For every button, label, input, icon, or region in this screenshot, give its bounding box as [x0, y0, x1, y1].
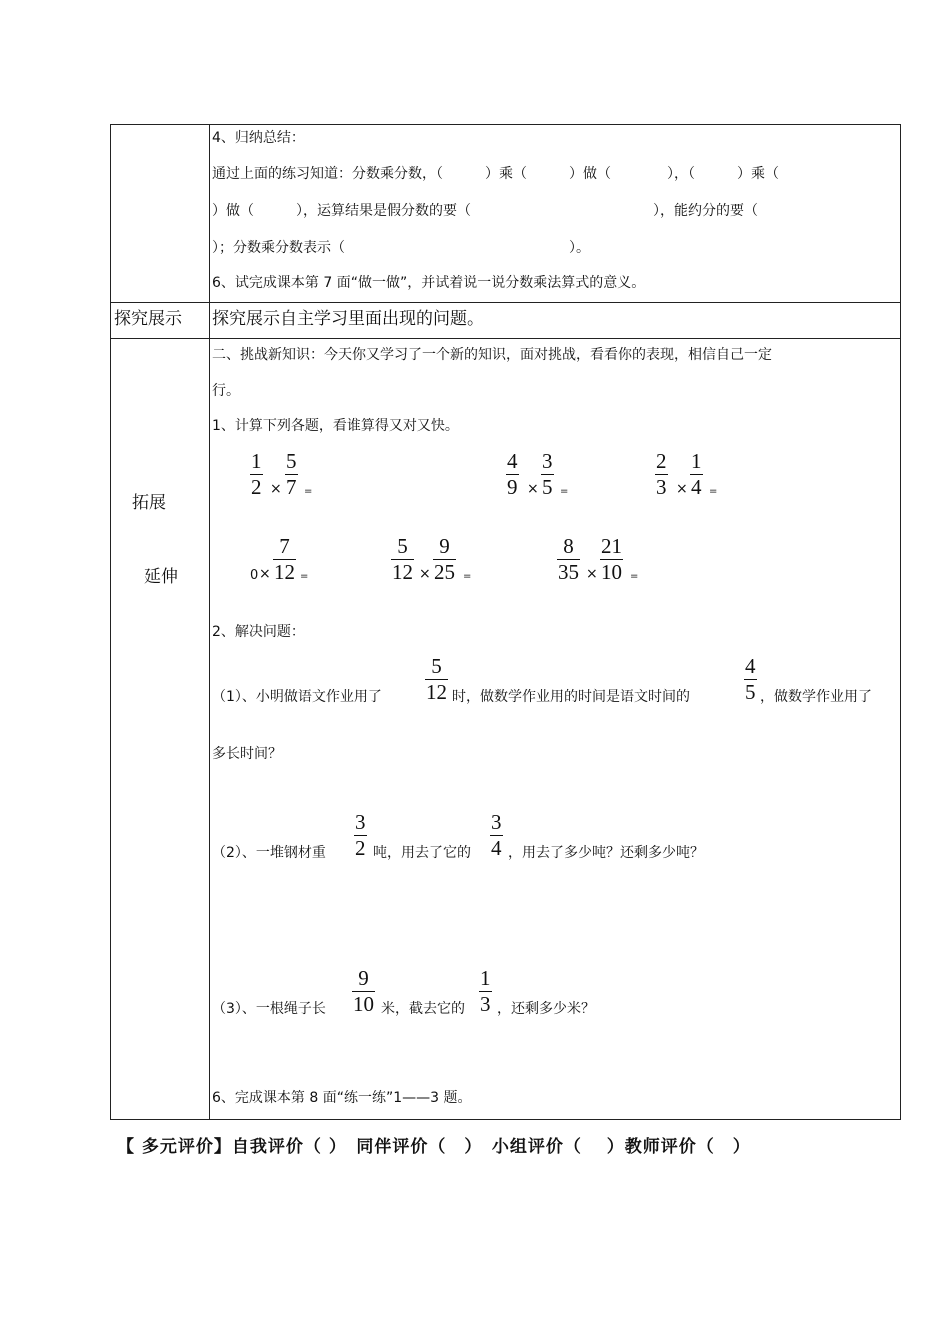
fraction-3-2: $\frac{3}{2}$	[355, 810, 366, 860]
table-top-border	[110, 124, 901, 125]
problem-1-text-d: 多长时间？	[212, 746, 282, 762]
problem-1-text-a: （1）、小明做语文作业用了	[212, 689, 382, 705]
fraction-2-3: $\frac{2}{3}$	[656, 449, 667, 499]
summary-title: 4、归纳总结：	[212, 130, 305, 146]
fraction-4-5: $\frac{4}{5}$	[745, 654, 756, 704]
summary-line-3: ）；分数乘分数表示（ ）。	[212, 240, 590, 256]
summary-line-2: ）做（ ），运算结果是假分数的要（ ），能约分的要（	[212, 203, 758, 219]
explore-display-content: 探究展示自主学习里面出现的问题。	[212, 309, 484, 329]
times-sign: ×	[527, 481, 539, 497]
problem-3-text-c: ，还剩多少米？	[497, 1001, 595, 1017]
table-bottom-border	[110, 1119, 901, 1120]
fraction-1-4: $\frac{1}{4}$	[691, 449, 702, 499]
summary-line-1: 通过上面的练习知道：分数乘分数，（ ）乘（ ）做（ ），（ ）乘（	[212, 166, 779, 182]
fraction-1-2: $\frac{1}{2}$	[251, 449, 262, 499]
times-sign: ×	[586, 566, 598, 582]
zero-operand: 0	[250, 568, 259, 583]
times-sign: ×	[419, 566, 431, 582]
equals-sign: =	[709, 486, 718, 497]
equals-sign: =	[630, 571, 639, 582]
table-right-border	[900, 124, 901, 1120]
fraction-21-10: $\frac{21}{10}$	[601, 534, 622, 584]
label-extend-2: 延伸	[144, 567, 178, 587]
fraction-5-7: $\frac{5}{7}$	[286, 449, 297, 499]
multi-evaluation: 【 多元评价】自我评价（ ） 同伴评价（ ） 小组评价（ ）教师评价（ ）	[117, 1137, 751, 1157]
equals-sign: =	[300, 571, 309, 582]
label-extend-1: 拓展	[132, 493, 166, 513]
times-sign: ×	[676, 481, 688, 497]
column-divider	[209, 124, 210, 1120]
fraction-4-9: $\frac{4}{9}$	[507, 449, 518, 499]
table-left-border	[110, 124, 111, 1120]
challenge-intro-line-1: 二、挑战新知识：今天你又学习了一个新的知识，面对挑战，看看你的表现，相信自己一定	[212, 347, 772, 363]
equals-sign: =	[463, 571, 472, 582]
task-6-textbook-p8: 6、完成课本第 8 面“练一练”1——3 题。	[212, 1090, 472, 1106]
equals-sign: =	[560, 486, 569, 497]
problem-3-text-b: 米，截去它的	[381, 1001, 465, 1017]
problem-2-text-b: 吨，用去了它的	[373, 845, 471, 861]
fraction-9-25: $\frac{9}{25}$	[434, 534, 455, 584]
problem-1-text-b: 时，做数学作业用的时间是语文时间的	[452, 689, 690, 705]
task-6-textbook-p7: 6、试完成课本第 7 面“做一做”，并试着说一说分数乘法算式的意义。	[212, 275, 646, 291]
fraction-8-35: $\frac{8}{35}$	[558, 534, 579, 584]
equals-sign: =	[304, 486, 313, 497]
challenge-intro-line-2: 行。	[212, 383, 240, 399]
fraction-1-3: $\frac{1}{3}$	[480, 966, 491, 1016]
label-explore-display: 探究展示	[114, 309, 182, 329]
problem-3-text-a: （3）、一根绳子长	[212, 1001, 326, 1017]
problem-1-text-c: ，做数学作业用了	[760, 689, 872, 705]
times-sign: ×	[259, 566, 271, 582]
question-2-title: 2、解决问题：	[212, 624, 305, 640]
fraction-3-5: $\frac{3}{5}$	[542, 449, 553, 499]
fraction-5-12: $\frac{5}{12}$	[392, 534, 413, 584]
question-1-title: 1、计算下列各题，看谁算得又对又快。	[212, 418, 459, 434]
fraction-5-12: $\frac{5}{12}$	[426, 654, 447, 704]
problem-2-text-a: （2）、一堆钢材重	[212, 845, 326, 861]
problem-2-text-c: ，用去了多少吨？还剩多少吨？	[508, 845, 704, 861]
fraction-3-4: $\frac{3}{4}$	[491, 810, 502, 860]
row-divider-2	[110, 338, 901, 339]
fraction-7-12: $\frac{7}{12}$	[274, 534, 295, 584]
fraction-9-10: $\frac{9}{10}$	[353, 966, 374, 1016]
times-sign: ×	[270, 481, 282, 497]
row-divider-1	[110, 302, 901, 303]
